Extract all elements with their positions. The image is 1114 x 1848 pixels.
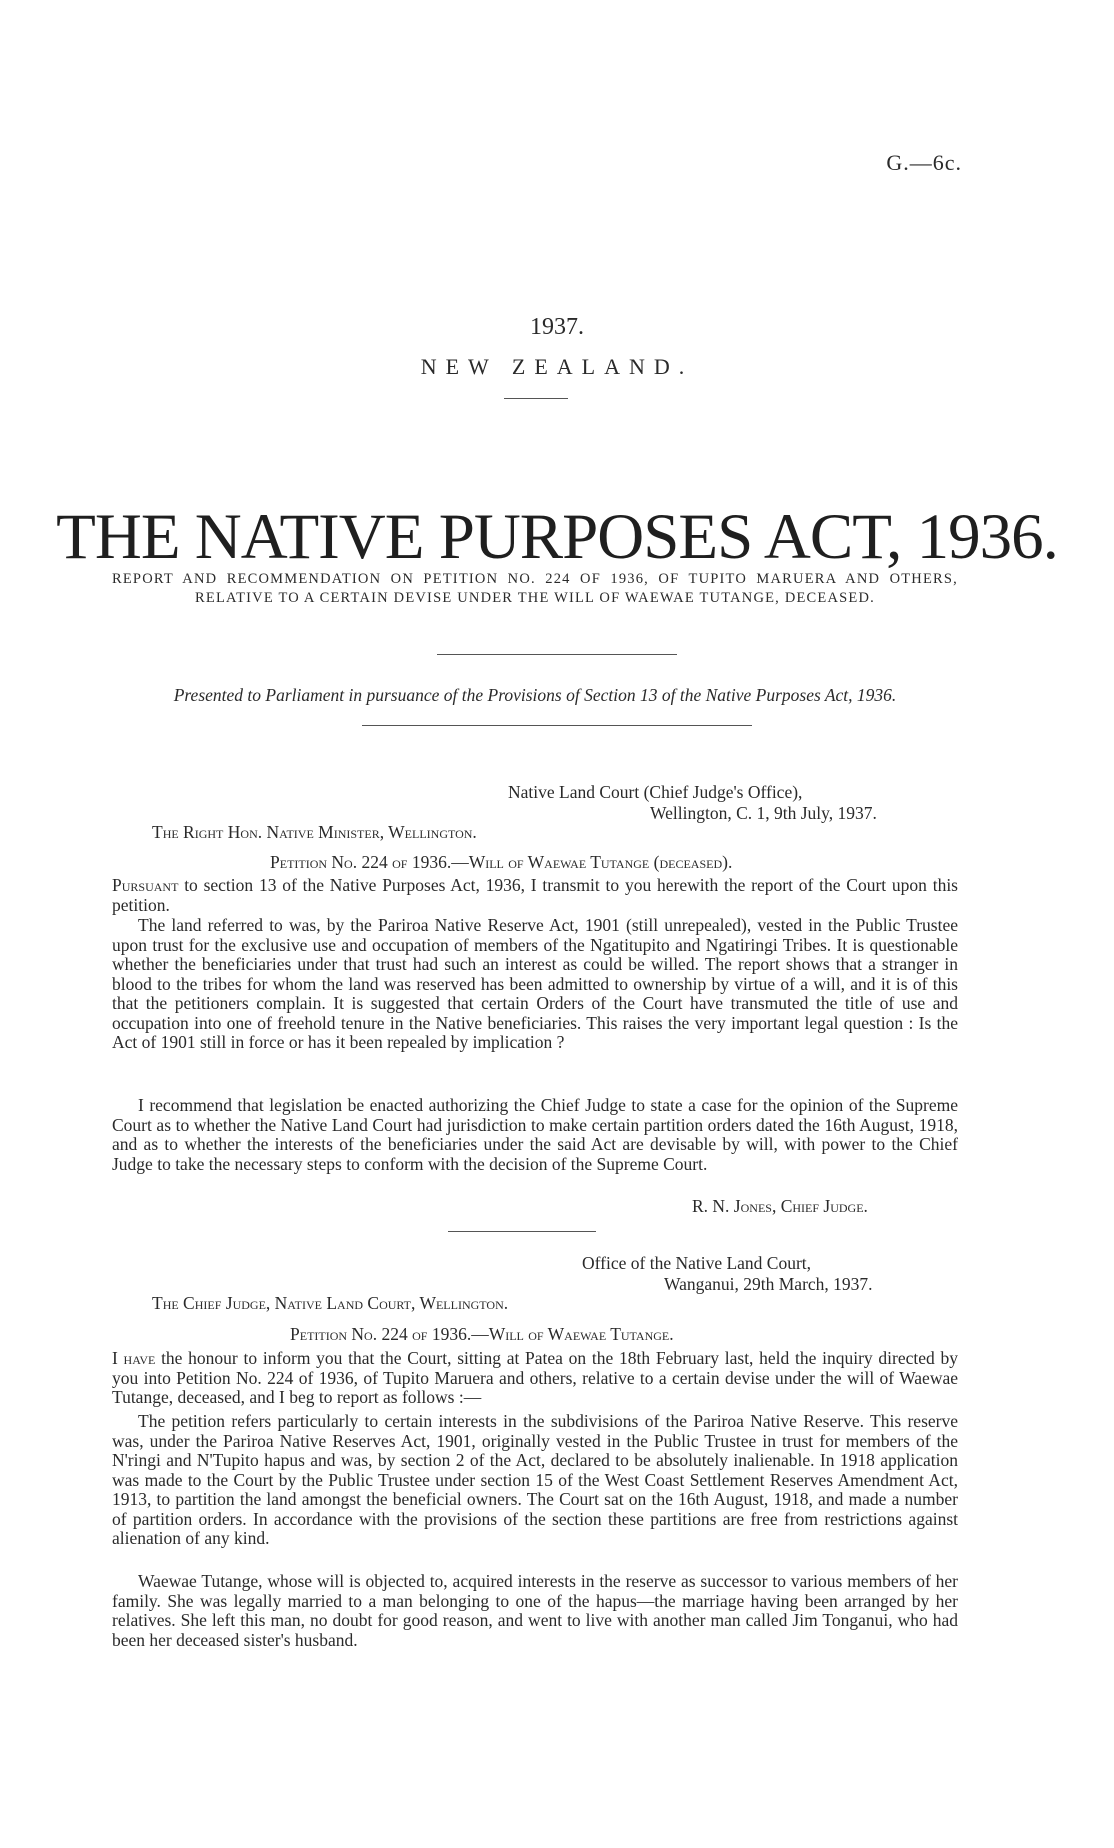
divider-short xyxy=(504,398,568,399)
letter2-from-date: Wanganui, 29th March, 1937. xyxy=(664,1274,873,1294)
letter2-addressee: The Chief Judge, Native Land Court, Wellington. xyxy=(152,1293,509,1313)
letter2-paragraph-1-text: the honour to inform you that the Court, sitting at Patea on the 18th February last, held the inquiry directed by you into Petition No. 224 of 1936, of Tupito Maruera and others, relative to a certain devise under the will of Waewae Tutange, deceased, and I beg to report as follows :— xyxy=(112,1348,958,1407)
country-heading: NEW ZEALAND. xyxy=(420,354,694,379)
document-subtitle: REPORT AND RECOMMENDATION ON PETITION NO. 224 OF 1936, OF TUPITO MARUERA AND OTHERS, RELATIVE TO A CERTAIN DEVISE UNDER THE WILL OF WAEWAE TUTANGE, DECEASED. xyxy=(112,571,958,606)
letter2-lead-word: I have xyxy=(112,1348,156,1368)
letter2-from-office: Office of the Native Land Court, xyxy=(582,1253,812,1273)
letter1-lead-word: Pursuant xyxy=(112,875,179,895)
divider-between-letters xyxy=(448,1231,596,1232)
letter2-paragraph-3: Waewae Tutange, whose will is objected to, acquired interests in the reserve as successor to various members of her family. She was legally married to a man belonging to one of the hapus—the marriage having been arranged by her relatives. She left this man, no doubt for good reason, and went to live with another man called Jim Tonganui, who had been her deceased sister's husband. xyxy=(112,1571,958,1650)
divider-lower xyxy=(362,725,752,726)
letter1-paragraph-2: The land referred to was, by the Pariroa Native Reserve Act, 1901 (still unrepealed), vested in the Public Trustee upon trust for the exclusive use and occupation of members of the Ngatitupito and Ngatiringi Tribes. It is questionable whether the beneficiaries under that trust had such an interest as could be willed. The report shows that a stranger in blood to the tribes for whom the land was reserved has been admitted to ownership by virtue of a will, and it is of this that the petitioners complain. It is suggested that certain Orders of the Court have transmuted the title of use and occupation into one of freehold tenure in the Native beneficiaries. This raises the very important legal question : Is the Act of 1901 still in force or has it been repealed by implication ? xyxy=(112,915,958,1052)
divider-upper xyxy=(437,654,677,655)
letter1-from-office: Native Land Court (Chief Judge's Office), xyxy=(508,782,803,802)
letter1-heading: Petition No. 224 of 1936.—Will of Waewae Tutange (deceased). xyxy=(270,852,733,872)
letter2-heading: Petition No. 224 of 1936.—Will of Waewae Tutange. xyxy=(290,1324,674,1344)
letter1-paragraph-1 xyxy=(112,876,958,915)
letter1-signature: R. N. Jones, Chief Judge. xyxy=(692,1196,868,1216)
letter1-paragraph-1-text: to section 13 of the Native Purposes Act, 1936, I transmit to you herewith the report of the Court upon this petition. xyxy=(112,875,958,915)
letter1-addressee: The Right Hon. Native Minister, Wellington. xyxy=(152,822,477,842)
letter1-paragraph-3: I recommend that legislation be enacted authorizing the Chief Judge to state a case for the opinion of the Supreme Court as to whether the Native Land Court had jurisdiction to make certain partition orders dated the 16th August, 1918, and as to whether the interests of the beneficiaries under the said Act are devisable by will, with power to the Chief Judge to take the necessary steps to conform with the decision of the Supreme Court. xyxy=(112,1095,958,1174)
paper-code: G.—6c. xyxy=(886,150,962,175)
publication-year: 1937. xyxy=(530,314,584,340)
presented-note: Presented to Parliament in pursuance of the Provisions of Section 13 of the Native Purposes Act, 1936. xyxy=(173,685,897,705)
letter2-paragraph-1 xyxy=(112,1349,958,1408)
document-title: THE NATIVE PURPOSES ACT, 1936. xyxy=(56,501,1058,573)
letter2-paragraph-2: The petition refers particularly to certain interests in the subdivisions of the Pariroa Native Reserve. This reserve was, under the Pariroa Native Reserves Act, 1901, originally vested in the Public Trustee in trust for members of the N'ringi and N'Tupito hapus and was, by section 2 of the Act, declared to be absolutely inalienable. In 1918 application was made to the Court by the Public Trustee under section 15 of the West Coast Settlement Reserves Amendment Act, 1913, to partition the land amongst the beneficial owners. The Court sat on the 16th August, 1918, and made a number of partition orders. In accordance with the provisions of the section these partitions are free from restrictions against alienation of any kind. xyxy=(112,1411,958,1548)
letter1-from-date: Wellington, C. 1, 9th July, 1937. xyxy=(650,803,877,823)
